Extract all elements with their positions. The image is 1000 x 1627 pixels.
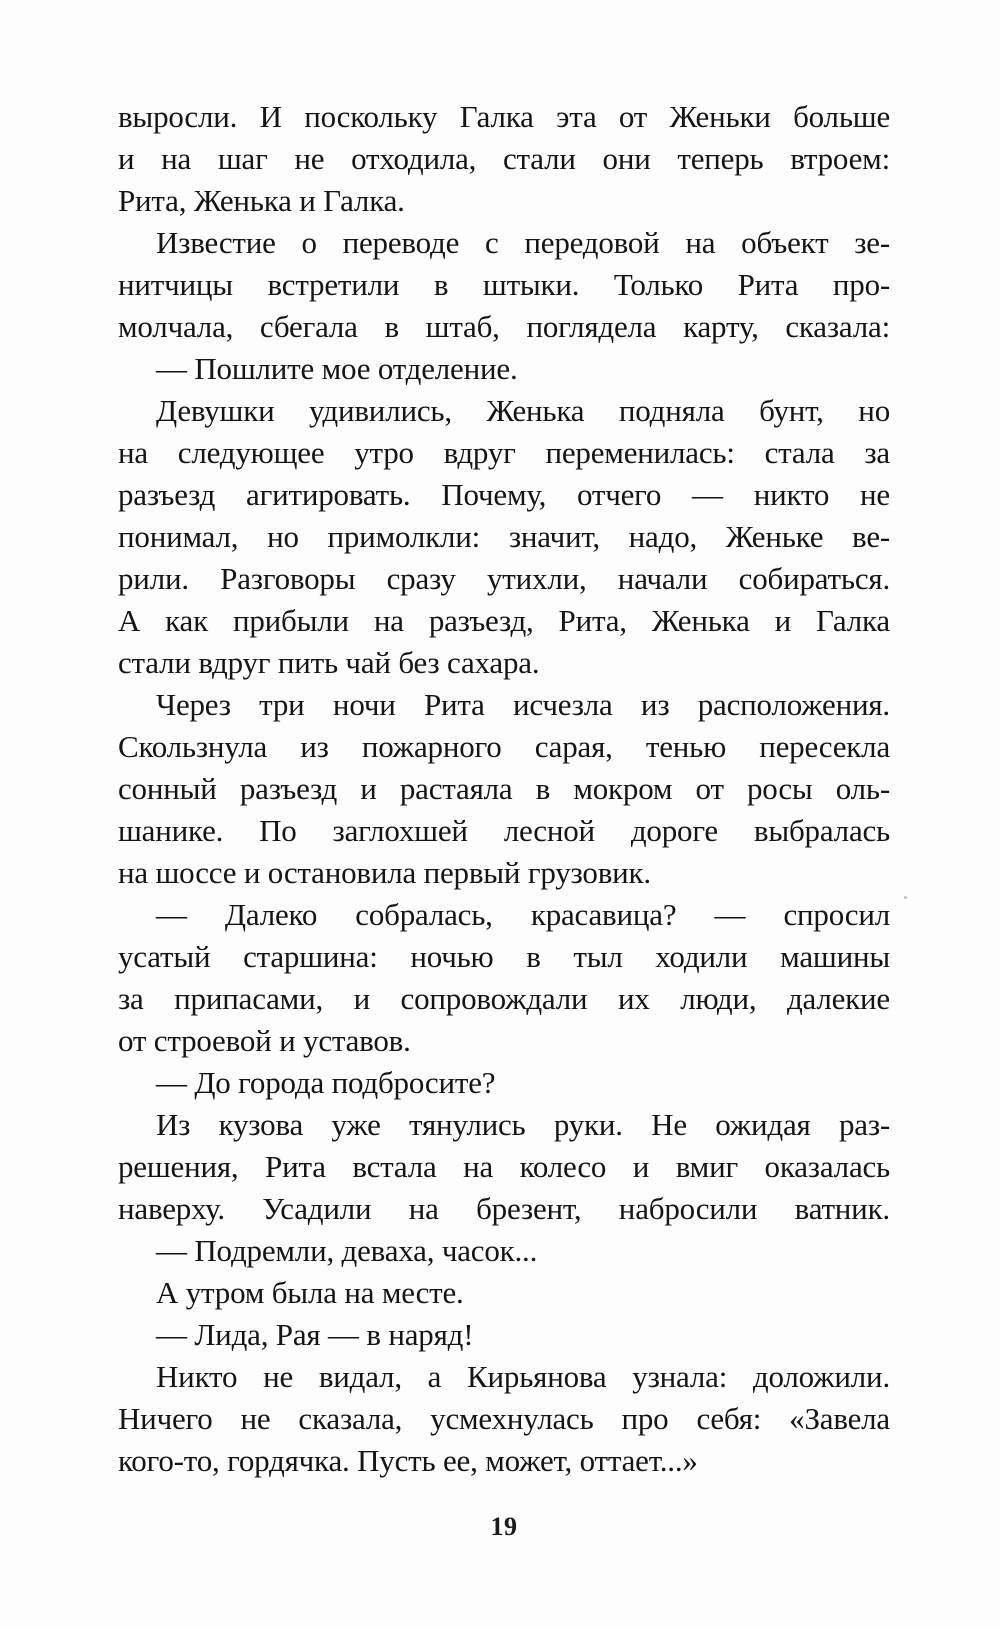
text-line: Никто не видал, а Кирьянова узнала: доложили.: [156, 1359, 890, 1394]
text-line: рили. Разговоры сразу утихли, начали собираться.: [118, 561, 890, 596]
text-line: стали вдруг пить чай без сахара.: [118, 645, 540, 680]
text-line: — Подремли, деваха, часок...: [156, 1233, 538, 1268]
text-line: усатый старшина: ночью в тыл ходили машины: [118, 939, 890, 974]
text-line: шанике. По заглохшей лесной дороге выбралась: [118, 813, 890, 848]
text-line: Через три ночи Рита исчезла из расположения.: [156, 687, 890, 722]
text-line: — Пошлите мое отделение.: [156, 351, 518, 386]
text-line: за припасами, и сопровождали их люди, далекие: [118, 981, 890, 1016]
text-line: выросли. И поскольку Галка эта от Женьки больше: [118, 99, 890, 134]
text-line: нитчицы встретили в штыки. Только Рита про-: [118, 267, 890, 302]
text-line: А утром была на месте.: [156, 1275, 464, 1310]
text-line: Ничего не сказала, усмехнулась про себя: «Завела: [118, 1401, 890, 1436]
text-line: Скользнула из пожарного сарая, тенью пересекла: [118, 729, 890, 764]
text-block: [118, 96, 890, 1482]
text-line: кого-то, гордячка. Пусть ее, может, оттает...»: [118, 1443, 698, 1478]
page-number: 19: [490, 1512, 518, 1541]
text-line: молчала, сбегала в штаб, поглядела карту, сказала:: [118, 309, 890, 344]
text-line: решения, Рита встала на колесо и вмиг оказалась: [118, 1149, 890, 1184]
text-line: сонный разъезд и растаяла в мокром от росы оль-: [118, 771, 890, 806]
text-line: на следующее утро вдруг переменилась: стала за: [118, 435, 890, 470]
text-line: — До города подбросите?: [156, 1065, 496, 1100]
scan-artifact-dot: [904, 896, 907, 899]
text-line: и на шаг не отходила, стали они теперь втроем:: [118, 141, 890, 176]
text-line: от строевой и уставов.: [118, 1023, 411, 1058]
text-line: понимал, но примолкли: значит, надо, Женьке ве-: [118, 519, 890, 554]
text-line: на шоссе и остановила первый грузовик.: [118, 855, 651, 890]
text-line: Девушки удивились, Женька подняла бунт, но: [156, 393, 890, 428]
text-line: Известие о переводе с передовой на объект зе-: [156, 225, 890, 260]
text-line: Рита, Женька и Галка.: [118, 183, 405, 218]
text-line: — Далеко собралась, красавица? — спросил: [156, 897, 890, 932]
text-line: Из кузова уже тянулись руки. Не ожидая раз-: [156, 1107, 890, 1142]
text-line: наверху. Усадили на брезент, набросили ватник.: [118, 1191, 890, 1226]
text-line: разъезд агитировать. Почему, отчего — никто не: [118, 477, 890, 512]
text-line: А как прибыли на разъезд, Рита, Женька и Галка: [118, 603, 890, 638]
text-line: — Лида, Рая — в наряд!: [156, 1317, 474, 1352]
